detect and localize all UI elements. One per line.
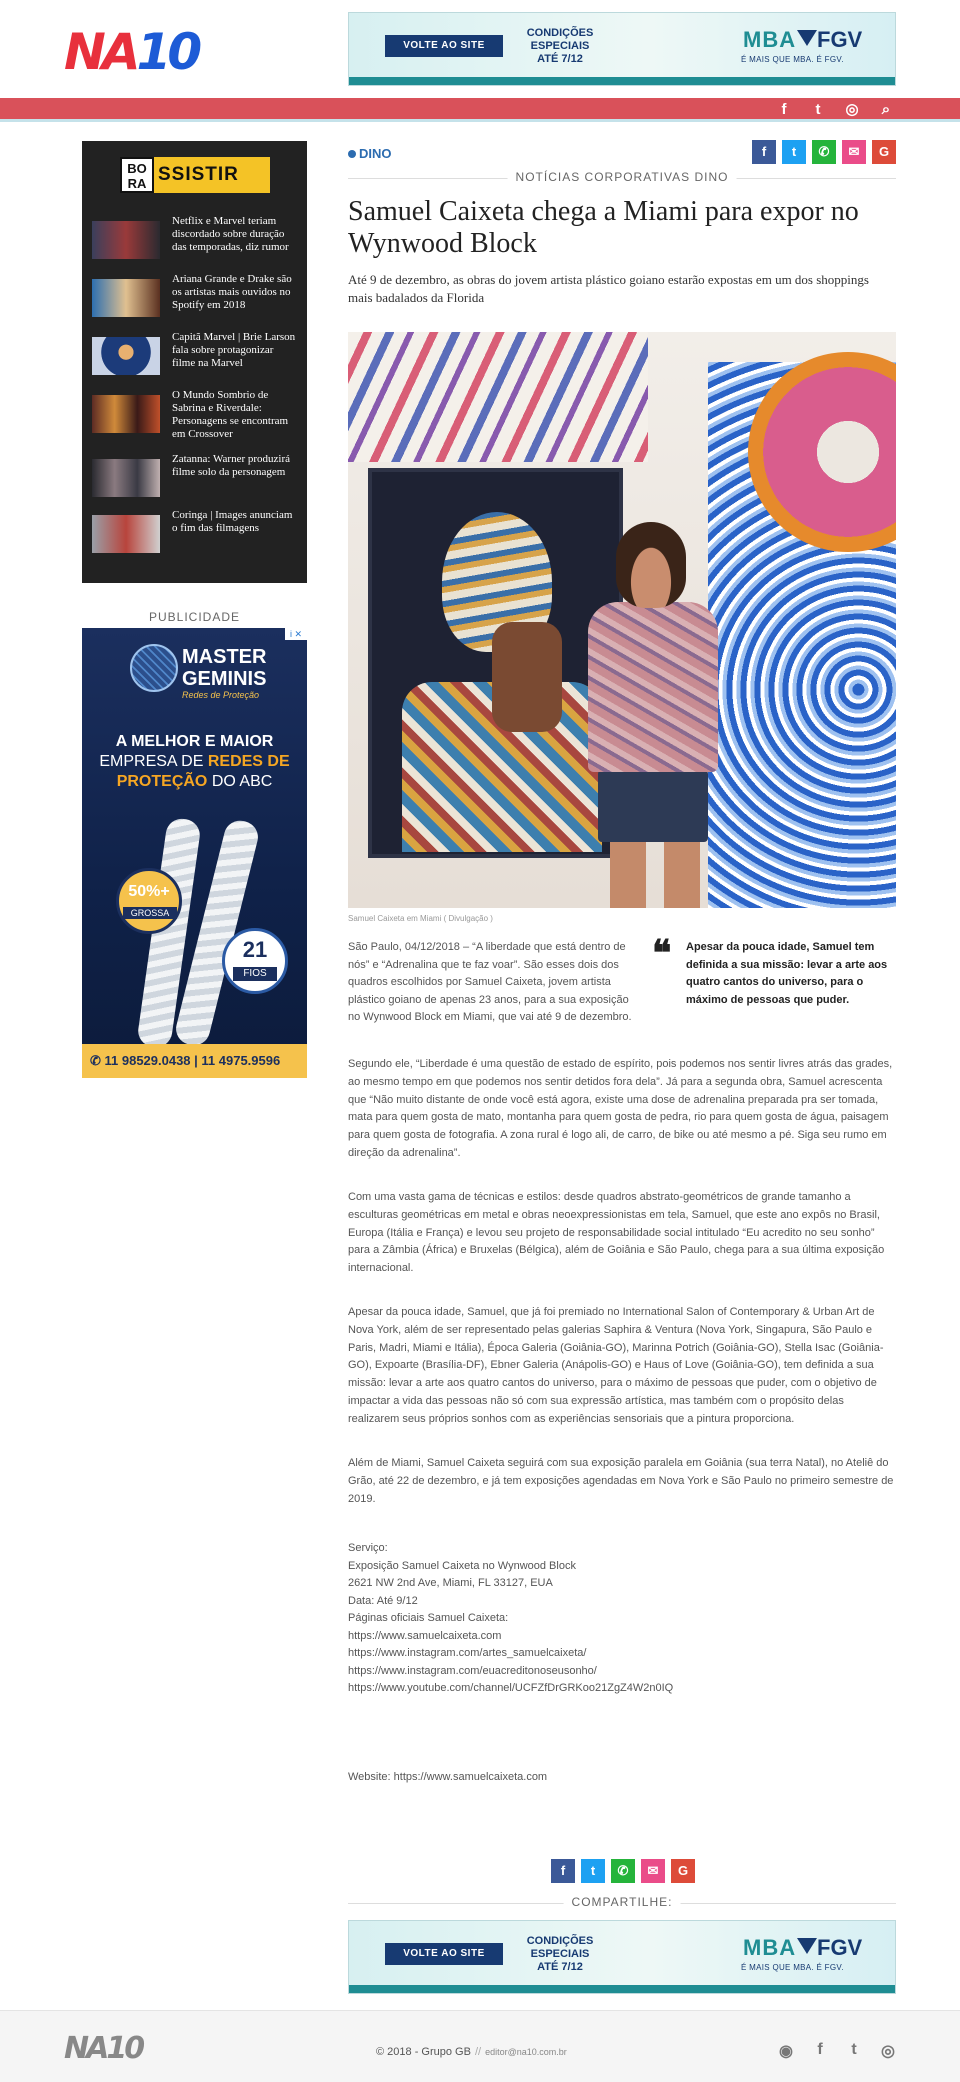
banner-cta-button[interactable]: VOLTE AO SITE [385,1943,503,1965]
whatsapp-share-button[interactable]: ✆ [611,1859,635,1883]
official-link[interactable]: https://www.instagram.com/artes_samuelcaixeta/ [348,1647,587,1659]
article-title: Samuel Caixeta chega a Miami para expor no Wynwood Block [348,196,859,259]
news-headline[interactable]: Netflix e Marvel teriam discordado sobre duração das temporadas, diz rumor [172,215,289,253]
twitter-share-button[interactable]: t [581,1859,605,1883]
news-thumbnail[interactable] [92,395,160,433]
facebook-share-button[interactable]: f [752,140,776,164]
email-share-button[interactable]: ✉ [842,140,866,164]
ad-choices-icon[interactable]: i ✕ [285,628,307,640]
whatsapp-share-button[interactable]: ✆ [812,140,836,164]
header-social-icons [776,101,894,119]
article-subtitle: Até 9 de dezembro, as obras do jovem artista plástico goiano estarão expostas em um dos shoppings mais badalados da Florida [348,272,869,305]
news-thumbnail[interactable] [92,337,160,375]
banner-mba-text: MBA [743,27,797,52]
banner-people-image [611,17,731,79]
ad-badge: 50%+ GROSSA [116,868,182,934]
facebook-icon[interactable]: f [781,101,787,118]
article-photo [348,332,896,908]
share-label: COMPARTILHE: [348,1895,896,1911]
service-info: Serviço: Exposição Samuel Caixeta no Wynwood Block 2621 NW 2nd Ave, Miami, FL 33127, EUA Data: Até 9/12 Páginas oficiais Samuel Caixeta: https://www.samuelcaixeta.com https://www.instagram.com/artes_samuelcaixeta/ https://www.instagram.com/euacreditonoseusonho/ https://www.youtube.com/channel/UCFZfDrGRKoo21ZgZ4W2n0IQ [348,1540,896,1698]
email-share-button[interactable]: ✉ [641,1859,665,1883]
news-headline[interactable]: Capitã Marvel | Brie Larson fala sobre protagonizar filme na Marvel [172,331,296,369]
rss-icon[interactable]: ◉ [779,2043,793,2060]
article-paragraph: Além de Miami, Samuel Caixeta seguirá com sua exposição paralela em Goiânia (sua terra Natal), no Ateliê do Grão, até 22 de dezembro, e já tem exposições agendadas em Nova York e São Paulo no primeiro semestre de 2019. [348,1457,894,1505]
sidebar-news-item[interactable] [92,215,297,265]
google-share-button[interactable]: G [872,140,896,164]
news-thumbnail[interactable] [92,459,160,497]
fgv-logo-icon [797,30,817,46]
twitter-icon[interactable]: t [851,2041,857,2058]
share-buttons-top [752,140,896,164]
search-icon[interactable]: ⌕ [881,101,891,118]
ad-headline: EMPRESA DE REDES DE [99,753,290,770]
ad-phones: ✆ 11 98529.0438 | 11 4975.9596 [82,1044,307,1078]
banner-promo-text: CONDIÇÕES ESPECIAIS ATÉ 7/12 [526,27,594,65]
instagram-icon[interactable]: ◎ [881,2043,895,2060]
bora-assistir-widget [82,141,307,583]
facebook-icon[interactable]: f [817,2041,823,2058]
share-buttons-bottom [551,1859,695,1883]
globe-logo-icon [130,644,178,692]
sidebar-news-item[interactable] [92,389,297,439]
nav-bar [0,98,960,122]
header-ad-banner[interactable] [348,12,896,86]
news-headline[interactable]: O Mundo Sombrio de Sabrina e Riverdale: Personagens se encontram em Crossover [172,389,289,440]
site-footer [0,2010,960,2082]
google-share-button[interactable]: G [671,1859,695,1883]
ad-badge: 21 FIOS [222,928,288,994]
official-link[interactable]: https://www.youtube.com/channel/UCFZfDrGRKoo21ZgZ4W2n0IQ [348,1682,674,1694]
sidebar-ad[interactable] [82,628,307,1078]
ad-headline: A MELHOR E MAIOR [115,733,274,750]
banner-fgv-text: FGV [817,27,863,52]
publicidade-label: PUBLICIDADE [148,610,241,624]
article-kicker: NOTÍCIAS CORPORATIVAS DINO [348,170,896,186]
dino-dot-icon [348,150,356,158]
article-intro: São Paulo, 04/12/2018 – “A liberdade que está dentro de nós” e “Adrenalina que te faz voar”. São esses dois dos quadros escolhidos por Samuel Caixeta, jovem artista plástico goiano de apenas 23 anos, para a sua exposição no Wynwood Block em Miami, que vai até 9 de dezembro. [348,941,632,1023]
website-link[interactable]: Website: https://www.samuelcaixeta.com [348,1771,548,1783]
site-logo[interactable]: NA10 [64,23,199,81]
article-paragraph: Segundo ele, “Liberdade é uma questão de estado de espírito, pois podemos nos sentir livres atrás das grades, ao mesmo tempo em que podemos nos sentir detidos fora dela”. Já para a segunda obra, Samuel acrescenta que “Não muito distante de onde você está agora, existe uma dose de adrenalina preparada pra ser tomada, mata para quem gosta de mato, montanha para quem gosta de pedra, rio para quem gosta de água, paisagem para quem gosta de fotografia. A zona rural é logo ali, de carro, de bike ou até mesmo a pé. Siga seu rumo em direção da adrenalina”. [348,1058,893,1159]
bottom-ad-banner[interactable] [348,1920,896,1994]
banner-mba-text: MBA [743,1935,797,1960]
footer-email-link[interactable]: editor@na10.com.br [485,2047,567,2057]
news-thumbnail[interactable] [92,279,160,317]
sidebar-news-item[interactable] [92,273,297,323]
source-logo[interactable]: DINO [348,146,392,161]
news-thumbnail[interactable] [92,221,160,259]
banner-tagline: É MAIS QUE MBA. É FGV. [741,1963,844,1972]
facebook-share-button[interactable]: f [551,1859,575,1883]
news-headline[interactable]: Ariana Grande e Drake são os artistas mais ouvidos no Spotify em 2018 [172,273,292,311]
banner-tagline: É MAIS QUE MBA. É FGV. [741,55,844,64]
site-header [0,0,960,96]
sidebar-news-item[interactable] [92,331,297,381]
sidebar-news-item[interactable] [92,509,297,559]
instagram-icon[interactable]: ◎ [845,101,859,118]
official-link[interactable]: https://www.samuelcaixeta.com [348,1629,502,1642]
bora-assistir-logo[interactable]: BO RA SSISTIR [120,157,270,193]
quote-icon: ❝ [652,932,672,974]
banner-people-image [611,1925,731,1987]
footer-logo[interactable]: NA10 [64,2031,143,2066]
fgv-logo-icon [797,1938,817,1954]
banner-fgv-text: FGV [817,1935,863,1960]
banner-promo-text: CONDIÇÕES ESPECIAIS ATÉ 7/12 [526,1935,594,1973]
twitter-share-button[interactable]: t [782,140,806,164]
official-link[interactable]: https://www.instagram.com/euacreditonoseusonho/ [348,1664,597,1677]
photo-caption: Samuel Caixeta em Miami ( Divulgação ) [348,914,493,923]
news-headline[interactable]: Zatanna: Warner produzirá filme solo da personagem [172,453,291,478]
article-paragraph: Com uma vasta gama de técnicas e estilos: desde quadros abstrato-geométricos de grande tamanho a esculturas geométricas em metal e obras neoexpressionistas em tela, Samuel, que este ano expôs no Brasil, Europa (Itália e França) e levou seu projeto de responsabilidade social intitulado “Eu acredito no seu sonho” para a Zâmbia (África) e Bruxelas (Bélgica), além de Goiânia e São Paulo, chega para a sua última exposição internacional. [348,1191,885,1275]
twitter-icon[interactable]: t [815,101,821,118]
ad-brand-sub: Redes de Proteção [182,690,260,700]
ad-headline: PROTEÇÃO DO ABC [116,773,273,790]
banner-cta-button[interactable]: VOLTE AO SITE [385,35,503,57]
article-paragraph: Apesar da pouca idade, Samuel, que já foi premiado no International Salon of Contemporary & Urban Art de Nova York, além de ser representado pelas galerias Saphira & Ventura (Nova York, Singapura, São Paulo e Paris, Madri, Miami e Itália), Época Galeria (Goiânia-GO), Marinna Potrich (Goiânia-GO), Stella Isac (Goiânia-GO), Expoarte (Brasília-DF), Ebner Galeria (Anápolis-GO) e Haus of Love (Goiânia-GO), tem definida a sua missão: levar a arte aos quatro cantos do universo, para o máximo de pessoas que puder, com o objetivo de impactar a vida das pessoas não só com sua expressão artística, mas também com o propósito delas realizarem seus próprios sonhos com as experiências sensoriais que a pintura proporciona. [348,1306,884,1425]
news-thumbnail[interactable] [92,515,160,553]
news-headline[interactable]: Coringa | Images anunciam o fim das filmagens [172,509,293,534]
footer-copyright: © 2018 - Grupo GB // editor@na10.com.br [376,2046,567,2058]
ad-brand: MASTER GEMINIS [182,646,267,690]
footer-social-icons [778,2041,896,2061]
sidebar-news-item[interactable] [92,453,297,503]
